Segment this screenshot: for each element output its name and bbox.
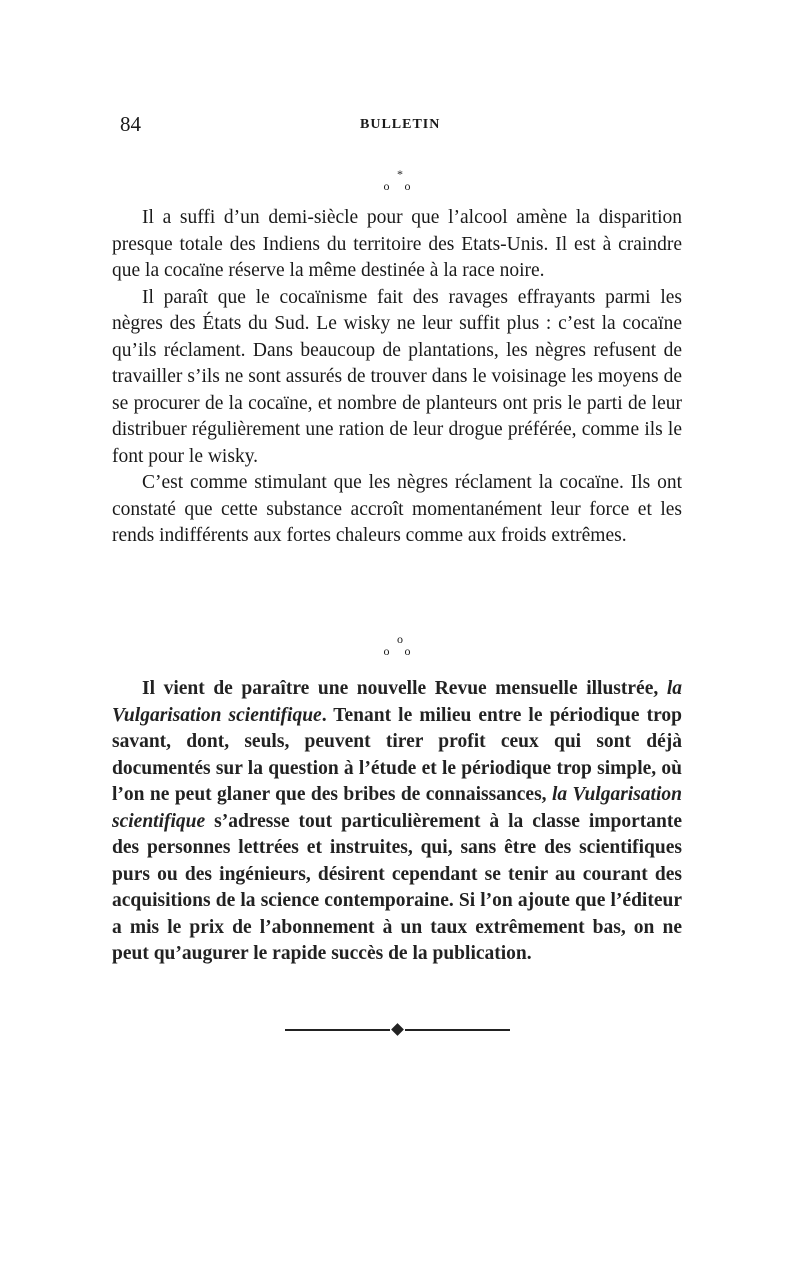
paragraph: C’est comme stimulant que les nègres réclament la cocaïne. Ils ont constaté que cette substance accroît momentanément leur force et les rends indifférents aux fortes chaleurs comme aux froids extrêmes. <box>112 472 682 546</box>
journal-title: la Vulgarisation scientifique <box>112 784 682 832</box>
asterism-ornament: * o o <box>383 167 417 193</box>
diamond-ornament <box>391 1023 404 1036</box>
paragraph: Il vient de paraître une nouvelle Revue mensuelle illustrée, la Vulgarisation scientifique. Tenant le milieu entre le périodique trop savant, dont, seuls, peuvent tirer profit ceux qui sont déjà documentés sur la question à l’étude et le périodique trop simple, où l’on ne peut glaner que des bribes de connaissances, la Vulgarisation scientifique s’adresse tout particulièrement à la classe importante des personnes lettrées et instruites, qui, sans être des scientifiques purs ou des ingénieurs, désirent cependant se tenir au courant des acquisitions de la science contemporaine. Si l’on ajoute que l’éditeur a mis le prix de l’abonnement à un taux extrêmement bas, on ne peut qu’augurer le rapide succès de la publication. <box>112 678 682 964</box>
page-header <box>120 112 680 142</box>
journal-title: la Vulgarisation scientifique <box>112 678 682 726</box>
paragraph: Il a suffi d’un demi-siècle pour que l’alcool amène la disparition presque totale des Indiens du territoire des Etats-Unis. Il est à craindre que la cocaïne réserve la même destinée à la race noire. <box>112 207 682 281</box>
end-ornament-rule <box>285 1025 510 1035</box>
page-number: 84 <box>120 112 141 136</box>
paragraph: Il paraît que le cocaïnisme fait des ravages effrayants parmi les nègres des États du Sud. Le wisky ne leur suffit plus : c’est la cocaïne qu’ils réclament. Dans beaucoup de plantations, les nègres refusent de travailler s’ils ne sont assurés de trouver dans le voisinage les moyens de se procurer de la cocaïne, et nombre de planteurs ont pris le parti de leur distribuer régulièrement une ration de leur drogue préférée, comme ils le font pour le wisky. <box>112 286 682 467</box>
running-title: BULLETIN <box>360 117 441 132</box>
asterism-ornament: o o o <box>383 632 417 658</box>
section-revue <box>112 676 682 968</box>
section-cocaine <box>112 205 682 550</box>
